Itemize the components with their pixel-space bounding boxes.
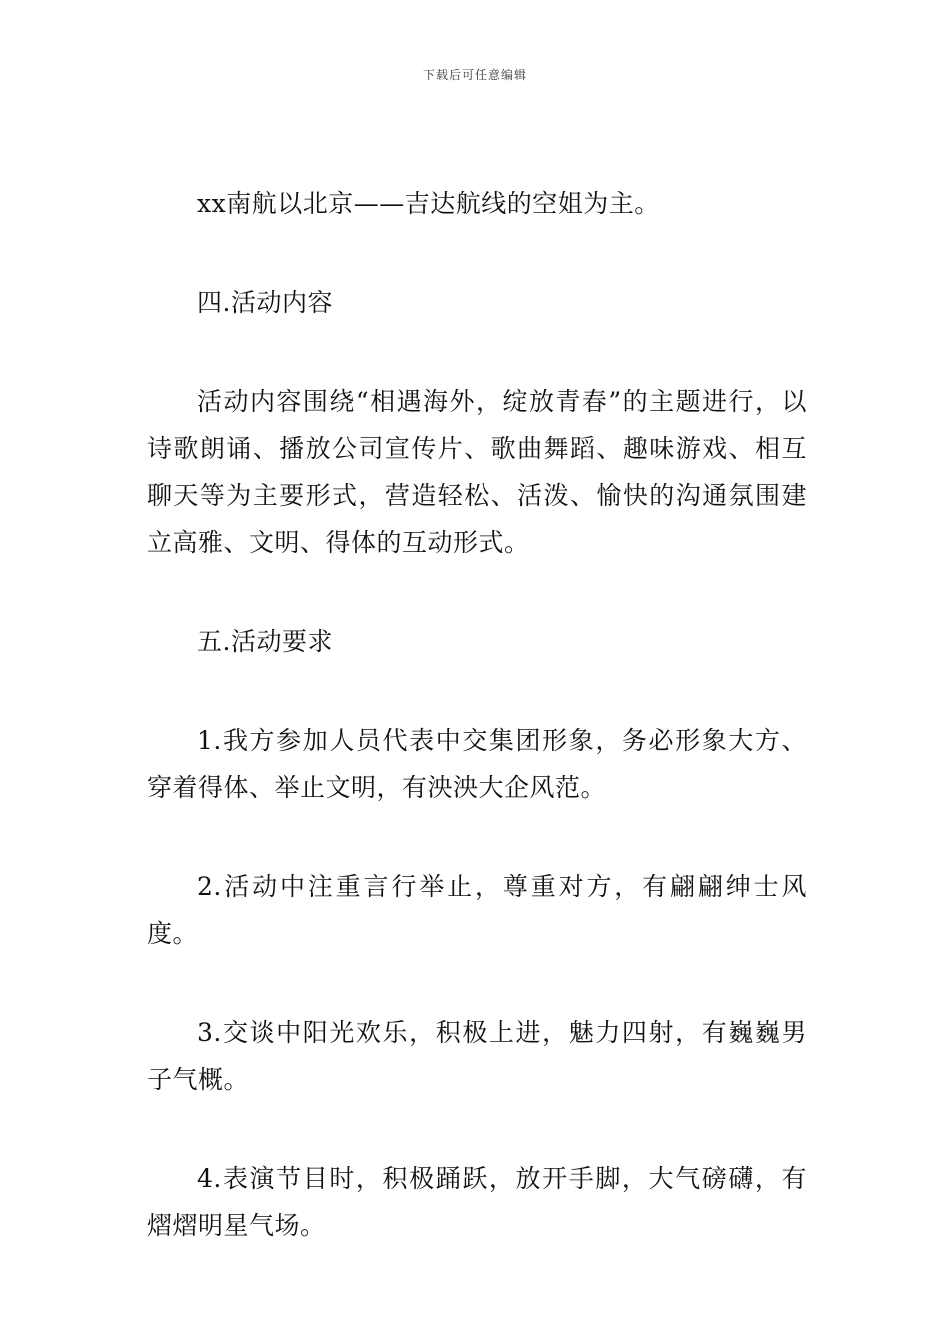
requirement-item-2: 2.活动中注重言行举止，尊重对方，有翩翩绅士风度。 [147, 872, 807, 948]
requirement-item-1: 1.我方参加人员代表中交集团形象，务必形象大方、穿着得体、举止文明，有泱泱大企风范。 [147, 726, 807, 802]
section-heading-activity-content: 四.活动内容 [197, 288, 333, 317]
requirement-item-3: 3.交谈中阳光欢乐，积极上进，魅力四射，有巍巍男子气概。 [147, 1018, 807, 1094]
section-heading-activity-requirements: 五.活动要求 [197, 627, 333, 656]
page-header: 下载后可任意编辑 [422, 68, 527, 82]
requirement-item-4: 4.表演节目时，积极踊跃，放开手脚，大气磅礴，有熠熠明星气场。 [147, 1164, 807, 1240]
paragraph-activity-content: 活动内容围绕“相遇海外，绽放青春”的主题进行，以诗歌朗诵、播放公司宣传片、歌曲舞蹈、趣味游戏、相互聊天等为主要形式，营造轻松、活泼、愉快的沟通氛围建立高雅、文明、得体的互动形式。 [147, 387, 807, 557]
document-body [147, 180, 807, 1301]
paragraph-target-audience: xx南航以北京——吉达航线的空姐为主。 [197, 189, 660, 218]
